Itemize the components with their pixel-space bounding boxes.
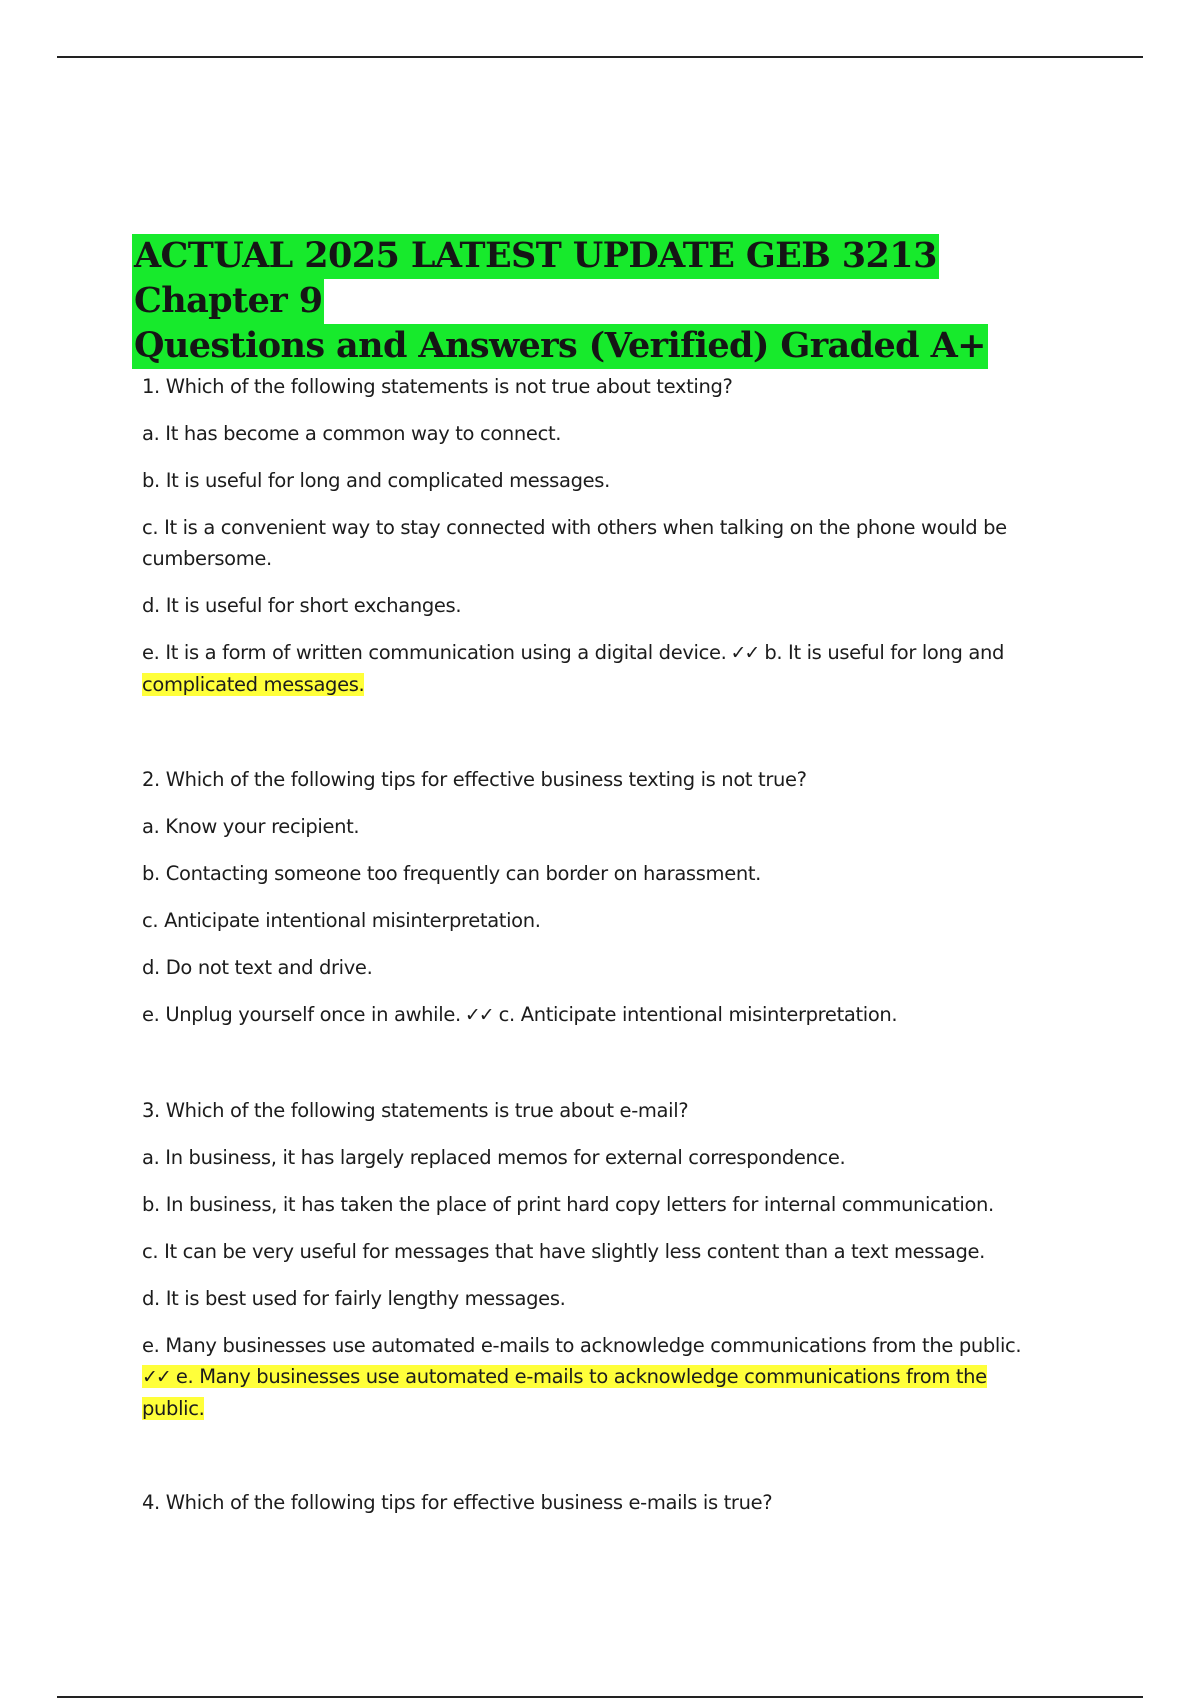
answer-text: b. It is useful for long and [764,641,1005,664]
option-e: e. Many businesses use automated e-mails to acknowledge communications from the public. [142,1334,1022,1357]
option-d: d. It is useful for short exchanges. [142,594,462,617]
option-e: e. Unplug yourself once in awhile. [142,1003,461,1026]
answer-text: e. Many businesses use automated e-mails to acknowledge communications from the public. [142,1365,987,1420]
check-icon: ✓✓ [464,1004,493,1026]
option-e-with-answer [142,999,1042,1031]
option-a: a. It has become a common way to connect. [142,422,562,445]
question-block-1 [142,371,1042,700]
option-a: a. Know your recipient. [142,815,360,838]
option-c: c. It can be very useful for messages that have slightly less content than a text message. [142,1240,986,1263]
question-text: 3. Which of the following statements is true about e-mail? [142,1099,689,1122]
option-b: b. Contacting someone too frequently can border on harassment. [142,862,761,885]
option-d: d. It is best used for fairly lengthy messages. [142,1287,566,1310]
option-e-with-answer [142,637,1042,700]
question-block-4 [142,1487,1042,1518]
answer-line [142,1361,1022,1424]
option-b: b. It is useful for long and complicated messages. [142,469,610,492]
question-text: 1. Which of the following statements is not true about texting? [142,375,733,398]
check-icon: ✓✓ [142,1366,170,1388]
footer-rule [57,1696,1143,1698]
question-block-2 [142,764,1042,1031]
option-e: e. It is a form of written communication using a digital device. [142,641,727,664]
option-a: a. In business, it has largely replaced memos for external correspondence. [142,1146,846,1169]
question-text: 4. Which of the following tips for effective business e-mails is true? [142,1491,773,1514]
option-d: d. Do not text and drive. [142,956,373,979]
question-text: 2. Which of the following tips for effective business texting is not true? [142,768,807,791]
title-line-1: ACTUAL 2025 LATEST UPDATE GEB 3213 Chapter 9 [132,234,939,324]
option-c: c. It is a convenient way to stay connected with others when talking on the phone would be cumbersome. [142,516,1007,570]
question-block-3 [142,1095,1042,1424]
check-icon: ✓✓ [730,642,759,664]
answer-text: c. Anticipate intentional misinterpretation. [498,1003,898,1026]
answer-highlight: complicated messages. [142,673,365,696]
title-line-2: Questions and Answers (Verified) Graded A+ [132,324,988,369]
option-b: b. In business, it has taken the place of print hard copy letters for internal communication. [142,1193,994,1216]
option-c: c. Anticipate intentional misinterpretation. [142,909,541,932]
header-rule [57,56,1143,58]
answer-highlight [142,1365,987,1420]
document-title [132,233,1092,368]
